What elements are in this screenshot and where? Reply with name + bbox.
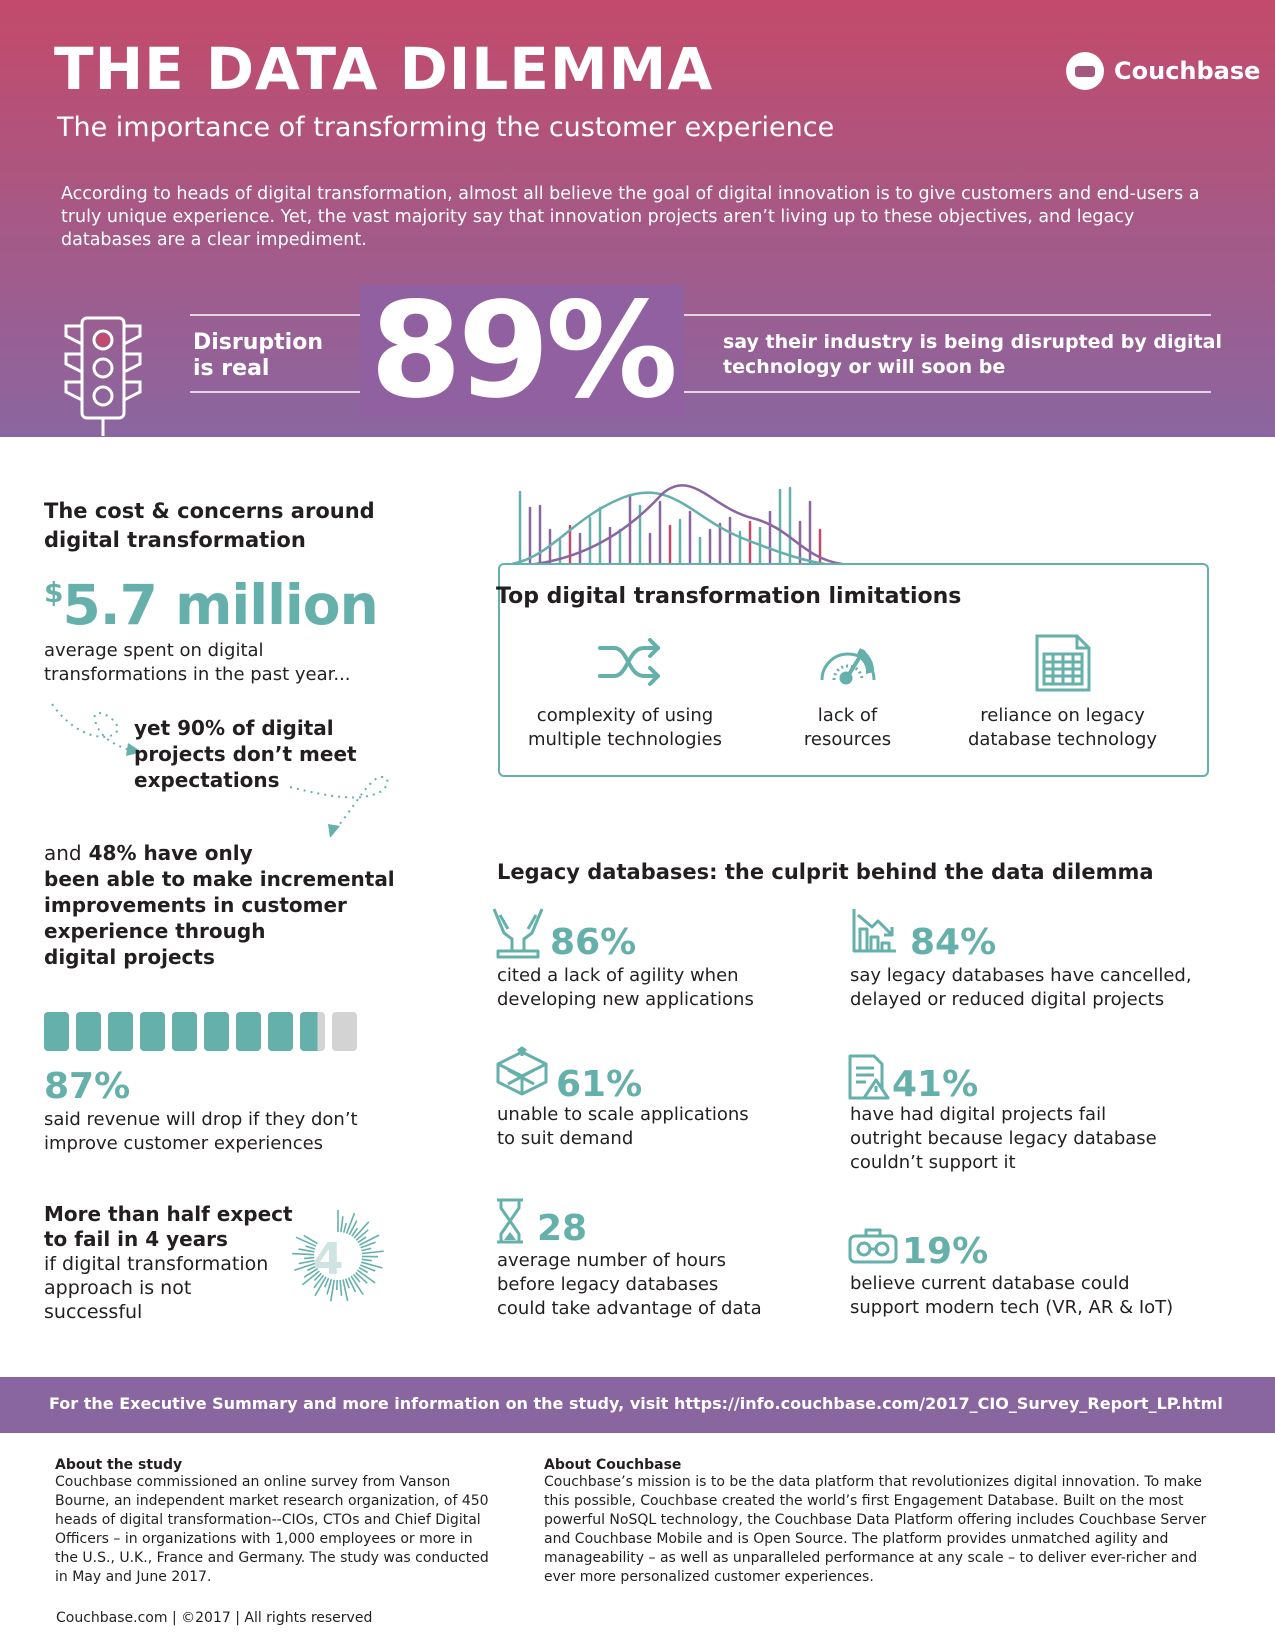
and48-line3: improvements in customer (44, 893, 347, 917)
gauge-icon (816, 636, 880, 688)
traffic-light-icon (62, 316, 144, 438)
yet90-line1: yet 90% of digital (134, 716, 334, 740)
yet90-line3: expectations (134, 768, 280, 792)
disruption-text-line1: say their industry is being disrupted by digital (723, 331, 1222, 353)
about-study-text: Couchbase commissioned an online survey from Vanson Bourne, an independent market research organization, of 450 heads of digital transformation--CIOs, CTOs and Chief Digital Officers – in organizations with 1,000 employees or more in the U.S., U.K., France and Germany. The study was conducted in May and June 2017. (55, 1474, 489, 1585)
revenue-value: 87% (44, 1066, 131, 1107)
decorative-wave-graphic-icon (512, 478, 852, 566)
stat-84-line2: delayed or reduced digital projects (850, 989, 1165, 1010)
cost-title-line2: digital transformation (44, 528, 306, 552)
divider-bottom (190, 391, 1211, 393)
stat-61-line2: to suit demand (497, 1128, 634, 1149)
and48-line5: digital projects (44, 945, 215, 969)
hourglass-icon (495, 1198, 525, 1244)
divider-top (190, 314, 1211, 316)
couchbase-logo-icon (1066, 52, 1104, 90)
burst-ray (344, 1223, 346, 1233)
stat-86-value: 86% (550, 922, 637, 963)
stat-61-value: 61% (556, 1064, 643, 1105)
progress-segment (76, 1012, 101, 1051)
stat-61-text (497, 1103, 749, 1151)
amount-text-line2: transformations in the past year... (44, 664, 351, 685)
progress-segment (44, 1012, 69, 1051)
limitation-resources (760, 704, 935, 752)
about-couchbase-text: Couchbase’s mission is to be the data platform that revolutionizes digital innovation. To make this possible, Couchbase created the world’s first Engagement Database. Built on the most powerful NoSQL technology, the Couchbase Data Platform offering includes Couchbase Server and Couchbase Mobile and is Open Source. The platform provides unmatched agility and manageability – as well as unparalleled performance at any scale – to deliver ever-richer and ever more personalized customer experiences. (544, 1474, 1207, 1585)
burst-ray (341, 1216, 343, 1232)
dotted-arrow-1-icon (50, 700, 140, 756)
stat-84-text (850, 964, 1192, 1012)
stat-19-text (850, 1272, 1173, 1320)
stat-86-line1: cited a lack of agility when (497, 965, 739, 986)
shuffle-icon (598, 636, 664, 688)
progress-segment (300, 1012, 325, 1051)
stat-84-value: 84% (910, 922, 997, 963)
progress-segment (108, 1012, 133, 1051)
page-title: THE DATA DILEMMA (54, 35, 714, 103)
and48-line2: been able to make incremental (44, 867, 395, 891)
burst-ray (346, 1279, 349, 1288)
limitation-complexity (515, 704, 735, 752)
amount-description (44, 639, 351, 687)
progress-segment (268, 1012, 293, 1051)
stat-28-line2: before legacy databases (497, 1274, 719, 1295)
stat-41-line3: couldn’t support it (850, 1152, 1016, 1173)
amount-value: 5.7 million (62, 573, 378, 637)
about-couchbase (544, 1457, 1224, 1587)
executive-summary-link[interactable]: For the Executive Summary and more information on the study, visit https://info.couchbase.com/2017_CIO_Survey_Report_LP.html (49, 1394, 1223, 1413)
progress-segment (172, 1012, 197, 1051)
stat-41-text (850, 1103, 1157, 1175)
dotted-arrow-2-icon (290, 772, 400, 842)
disruption-label (193, 330, 323, 382)
half-text-line2: approach is not (44, 1277, 192, 1299)
document-warning-icon (848, 1054, 890, 1100)
stat-28-line3: could take advantage of data (497, 1298, 762, 1319)
limitation-complexity-line1: complexity of using (536, 705, 714, 726)
spreadsheet-icon (1035, 634, 1091, 692)
cost-title-line1: The cost & concerns around (44, 499, 375, 523)
countdown-burst-icon (278, 1196, 398, 1316)
stat-84-line1: say legacy databases have cancelled, (850, 965, 1192, 986)
stat-19-line2: support modern tech (VR, AR & IoT) (850, 1297, 1174, 1318)
limitation-legacy-db (950, 704, 1175, 752)
cost-section-title (44, 497, 375, 555)
half-text-line1: if digital transformation (44, 1253, 269, 1275)
progress-segment (332, 1012, 357, 1051)
couchbase-logo (1066, 52, 1260, 90)
stat-19-line1: believe current database could (850, 1273, 1130, 1294)
stat-19-value: 19% (902, 1231, 989, 1272)
burst-ray (362, 1259, 372, 1260)
and48-line1: 48% have only (88, 841, 253, 865)
currency-symbol: $ (44, 576, 63, 609)
intro-paragraph: According to heads of digital transformation, almost all believe the goal of digital innovation is to give customers and end-users a truly unique experience. Yet, the vast majority say that innovation projects aren’t living up to these objectives, and legacy databases are a clear impediment. (61, 184, 1200, 250)
burst-ray (362, 1251, 384, 1253)
and48-statement (44, 840, 395, 970)
limitation-resources-line2: resources (803, 729, 892, 750)
and48-line4: experience through (44, 919, 266, 943)
stat-41-value: 41% (892, 1064, 979, 1105)
scale-box-icon (494, 1048, 550, 1098)
fail-in-4-years-statement (44, 1202, 294, 1324)
about-study-title: About the study (55, 1457, 183, 1473)
yet90-line2: projects don’t meet (134, 742, 357, 766)
disruption-label-line2: is real (193, 356, 270, 381)
countdown-number: 4 (312, 1234, 344, 1285)
limitation-complexity-line2: multiple technologies (528, 729, 722, 750)
revenue-text-line1: said revenue will drop if they don’t (44, 1109, 358, 1130)
limitation-resources-line1: lack of (817, 705, 878, 726)
and48-lead: and (44, 841, 82, 865)
disruption-label-line1: Disruption (193, 330, 323, 355)
half-bold-line2: to fail in 4 years (44, 1227, 228, 1251)
half-text-line3: successful (44, 1301, 143, 1323)
disruption-text-line2: technology or will soon be (723, 356, 1006, 378)
progress-segment (204, 1012, 229, 1051)
hands-icon (490, 905, 546, 959)
progress-segment (140, 1012, 165, 1051)
revenue-text-line2: improve customer experiences (44, 1133, 324, 1154)
stat-61-line1: unable to scale applications (497, 1104, 749, 1125)
stat-86-line2: developing new applications (497, 989, 754, 1010)
amount-spent (44, 573, 378, 637)
stat-86-text (497, 964, 754, 1012)
about-study (55, 1457, 495, 1587)
vr-headset-icon (848, 1228, 898, 1266)
revenue-progress-bars (44, 1012, 357, 1051)
stat-41-line1: have had digital projects fail (850, 1104, 1107, 1125)
limitation-legacy-line2: database technology (967, 729, 1158, 750)
legacy-section-title: Legacy databases: the culprit behind the data dilemma (497, 860, 1154, 884)
burst-ray (347, 1213, 355, 1234)
stat-28-line1: average number of hours (497, 1250, 727, 1271)
disruption-value: 89% (360, 285, 684, 417)
page-subtitle: The importance of transforming the customer experience (57, 112, 835, 143)
limitations-title: Top digital transformation limitations (496, 584, 962, 609)
half-bold-line1: More than half expect (44, 1202, 293, 1226)
limitation-legacy-line1: reliance on legacy (980, 705, 1145, 726)
progress-segment (236, 1012, 261, 1051)
burst-ray (361, 1248, 371, 1250)
copyright-text: Couchbase.com | ©2017 | All rights reserved (56, 1610, 373, 1626)
disruption-text (723, 330, 1223, 380)
about-couchbase-title: About Couchbase (544, 1457, 682, 1473)
burst-ray (292, 1254, 314, 1255)
revenue-description (44, 1108, 358, 1156)
declining-chart-icon (850, 907, 898, 955)
burst-ray (349, 1278, 356, 1292)
stat-41-line2: outright because legacy database (850, 1128, 1157, 1149)
stat-28-text (497, 1249, 762, 1321)
amount-text-line1: average spent on digital (44, 640, 264, 661)
brand-name: Couchbase (1114, 57, 1261, 85)
stat-28-value: 28 (537, 1208, 588, 1249)
